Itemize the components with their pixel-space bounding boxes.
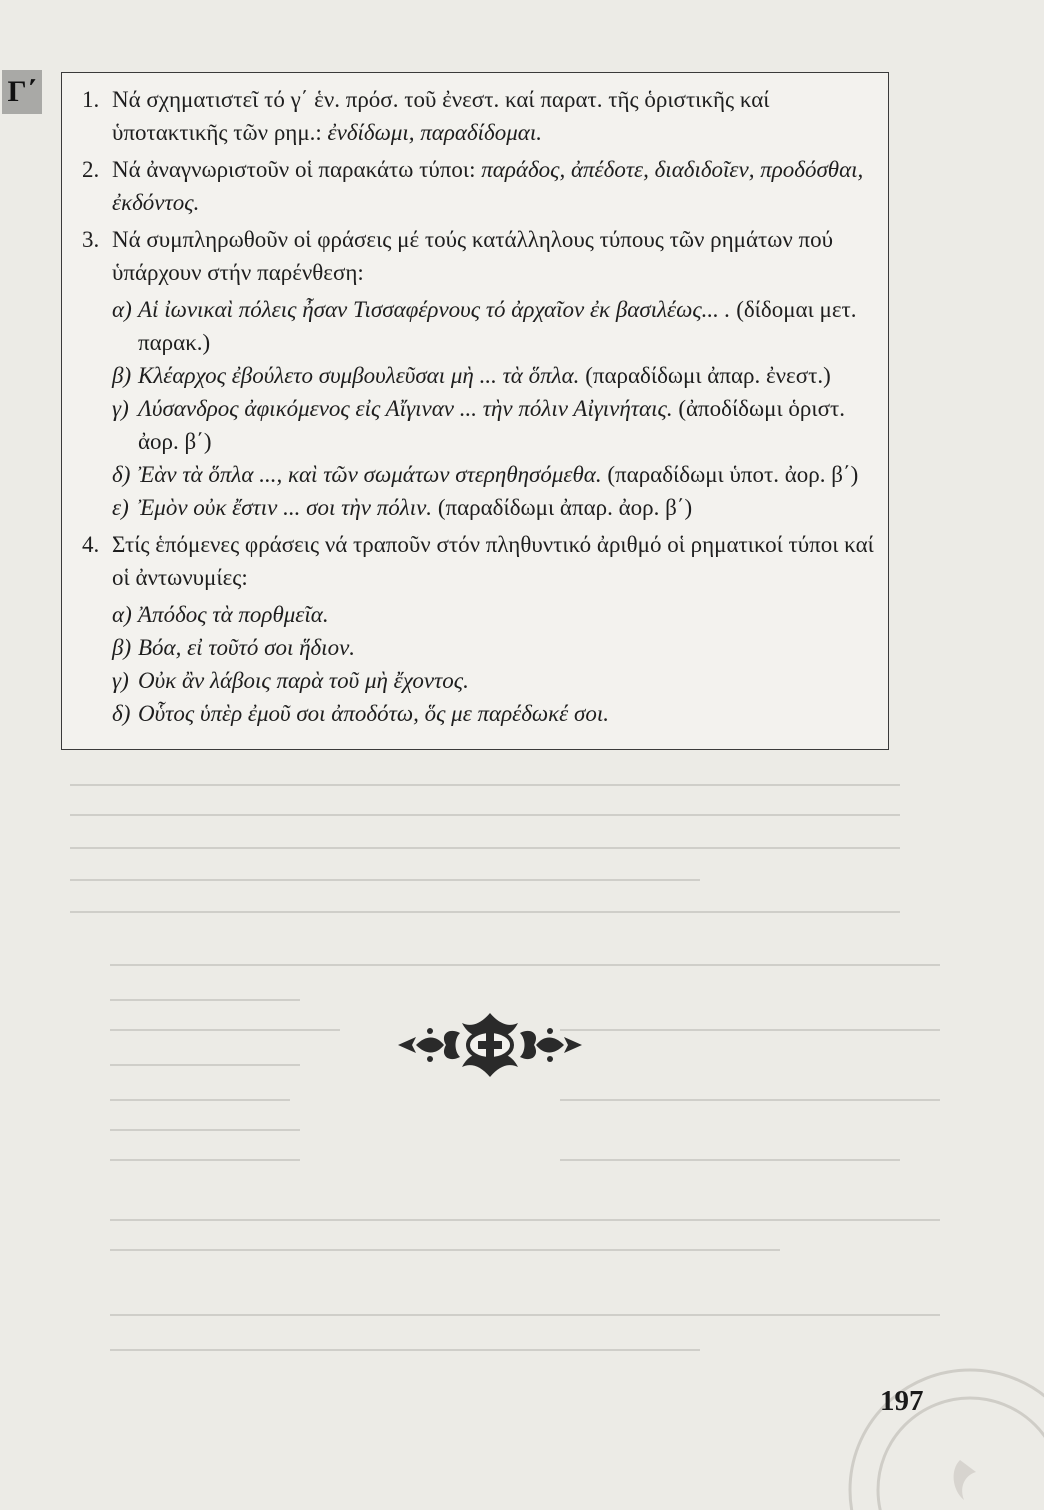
- item-label: α): [112, 602, 132, 627]
- exercise-2: [82, 153, 874, 219]
- item-sentence: Οὐκ ἂν λάβοις παρὰ τοῦ μὴ ἔχοντος.: [138, 668, 469, 693]
- item-label: γ): [112, 668, 129, 693]
- exercise-forms: παράδος, ἀπέδοτε, διαδιδοῖεν, προδόσθαι, ἐκδόντος.: [112, 157, 864, 215]
- list-item: [82, 458, 874, 491]
- item-label: β): [112, 635, 132, 660]
- item-sentence: Λύσανδρος ἀφικόμενος εἰς Αἴγιναν ... τὴν πόλιν Αἰγινήταις.: [138, 396, 673, 421]
- item-sentence: Κλέαρχος ἐβούλετο συμβουλεῦσαι μὴ ... τὰ ὅπλα.: [138, 363, 580, 388]
- page-number: 197: [880, 1385, 924, 1417]
- item-hint: (παραδίδωμι ἀπαρ. ἀορ. β΄): [432, 495, 693, 520]
- exercise-text: Νά ἀναγνωριστοῦν οἱ παρακάτω τύποι:: [112, 157, 482, 182]
- item-hint: (ἀποδίδωμι ὁριστ. ἀορ. β΄): [138, 396, 845, 454]
- exercise-1: [82, 83, 874, 149]
- item-label: β): [112, 363, 132, 388]
- exercise-number: 3.: [82, 227, 100, 252]
- item-hint: (παραδίδωμι ἀπαρ. ἐνεστ.): [579, 363, 831, 388]
- exercise-3: [82, 223, 874, 289]
- list-item: [82, 598, 874, 631]
- item-label: ε): [112, 495, 129, 520]
- floral-ornament-icon: [390, 1005, 590, 1085]
- exercise-4: [82, 528, 874, 594]
- item-sentence: Οὗτος ὑπὲρ ἐμοῦ σοι ἀποδότω, ὅς με παρέδωκέ σοι.: [138, 701, 609, 726]
- item-sentence: Βόα, εἰ τοῦτό σοι ἥδιον.: [138, 635, 356, 660]
- list-item: [82, 359, 874, 392]
- exercise-box: [61, 72, 889, 750]
- item-label: γ): [112, 396, 129, 421]
- list-item: [82, 664, 874, 697]
- list-item: [82, 631, 874, 664]
- list-item: [82, 697, 874, 730]
- item-sentence: Ἀπόδος τὰ πορθμεῖα.: [138, 602, 329, 627]
- exercise-number: 4.: [82, 532, 100, 557]
- list-item: [82, 293, 874, 359]
- item-label: δ): [112, 462, 131, 487]
- item-label: α): [112, 297, 132, 322]
- item-hint: (δίδομαι μετ. παρακ.): [138, 297, 857, 355]
- item-label: δ): [112, 701, 131, 726]
- list-item: [82, 491, 874, 524]
- item-hint: (παραδίδωμι ὑποτ. ἀορ. β΄): [601, 462, 859, 487]
- item-sentence: Αἱ ἰωνικαὶ πόλεις ἦσαν Τισσαφέρνους τό ἀρχαῖον ἐκ βασιλέως... .: [138, 297, 731, 322]
- exercise-text: Νά σχηματιστεῖ τό γ΄ ἑν. πρόσ. τοῦ ἐνεστ. καί παρατ. τῆς ὁριστικῆς καί ὑποτακτικῆς τῶν ρημ.:: [112, 87, 770, 145]
- list-item: [82, 392, 874, 458]
- exercise-text: Νά συμπληρωθοῦν οἱ φράσεις μέ τούς κατάλληλους τύπους τῶν ρημάτων πού ὑπάρχουν στήν παρένθεση:: [112, 227, 834, 285]
- exercise-text: Στίς ἑπόμενες φράσεις νά τραποῦν στόν πληθυντικό ἀριθμό οἱ ρηματικοί τύποι καί οἱ ἀντωνυμίες:: [112, 532, 874, 590]
- exercise-verbs: ἐνδίδωμι, παραδίδομαι.: [327, 120, 543, 145]
- exercise-number: 1.: [82, 87, 100, 112]
- item-sentence: Ἐὰν τὰ ὅπλα ..., καὶ τῶν σωμάτων στερηθησόμεθα.: [138, 462, 602, 487]
- exercise-number: 2.: [82, 157, 100, 182]
- section-label: Γ΄: [2, 70, 42, 114]
- library-stamp: [810, 1340, 1044, 1510]
- item-sentence: Ἐμὸν οὐκ ἔστιν ... σοι τὴν πόλιν.: [138, 495, 433, 520]
